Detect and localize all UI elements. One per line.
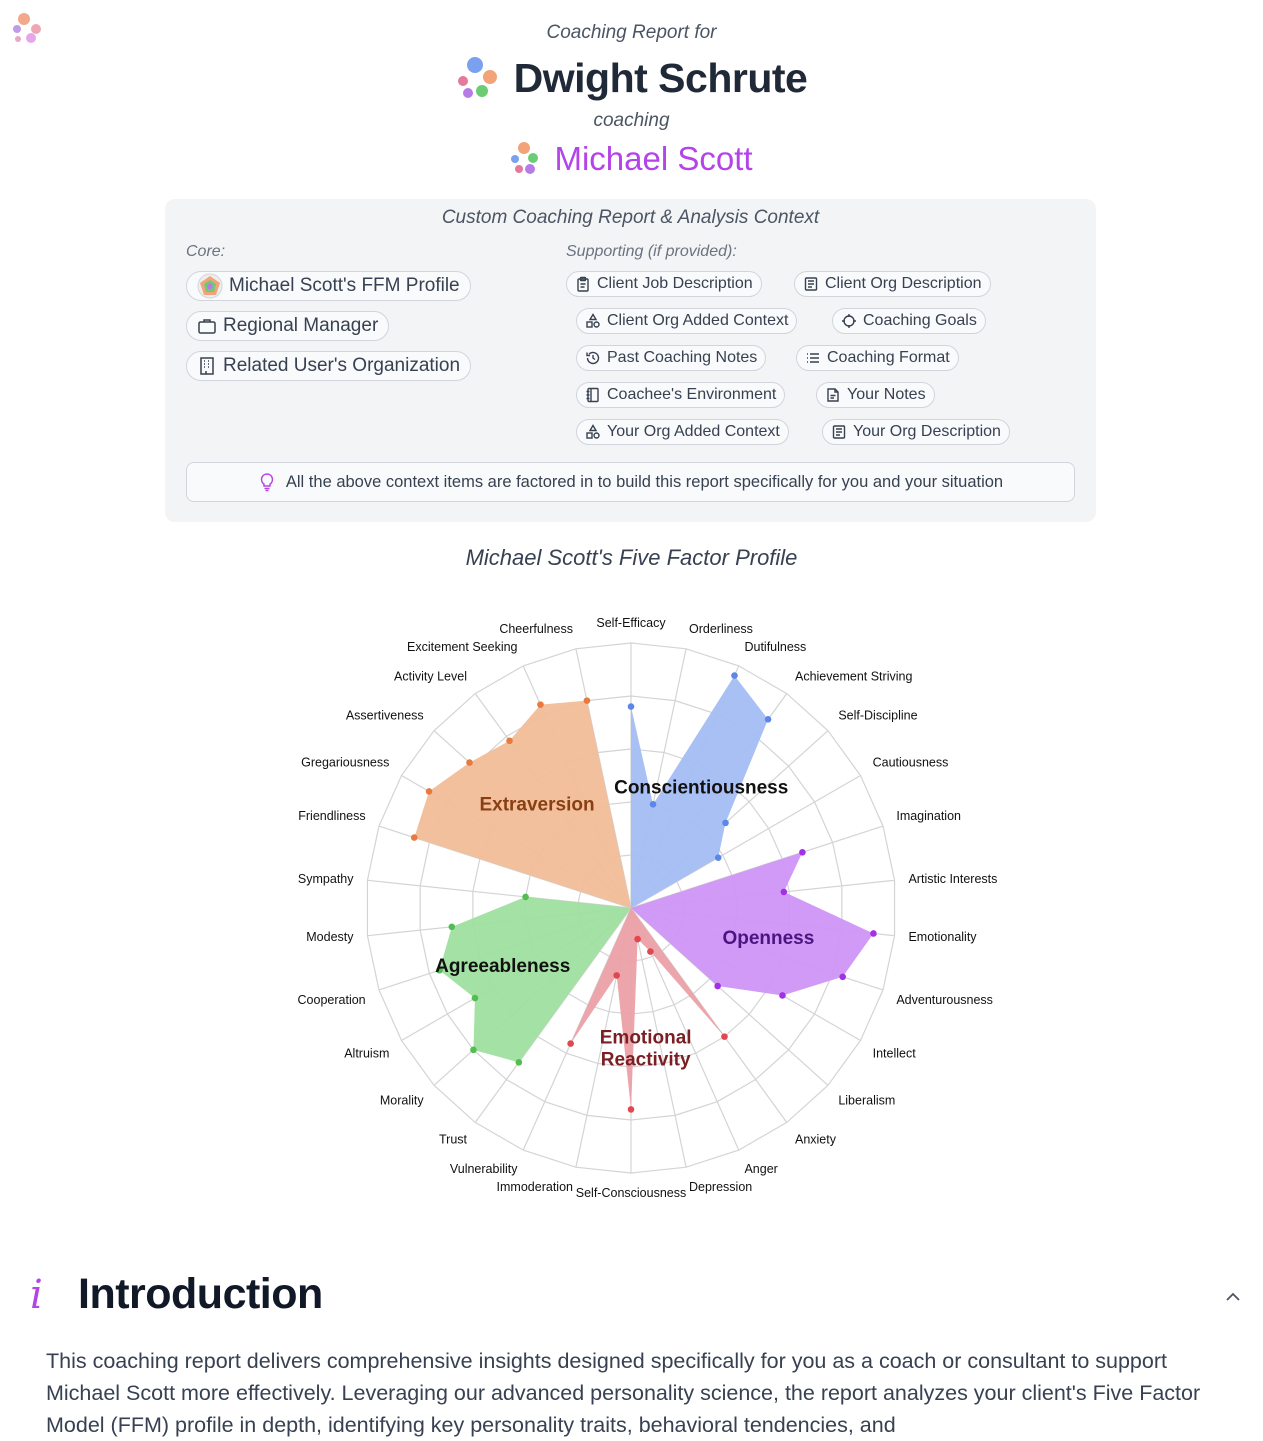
radar-data-point: [799, 849, 806, 856]
supporting-item-coaching-goals[interactable]: [832, 308, 986, 334]
radar-facet-label: Adventurousness: [896, 993, 993, 1008]
core-item-ffm-profile[interactable]: [186, 271, 471, 301]
radar-facet-label: Depression: [689, 1179, 753, 1194]
radar-facet-label: Liberalism: [838, 1093, 896, 1108]
radar-data-point: [650, 801, 657, 808]
radar-facet-label: Trust: [438, 1132, 468, 1147]
document-icon: [803, 276, 819, 292]
radar-facet-label: Self-Discipline: [838, 708, 918, 723]
radar-series-label: Conscientiousness: [614, 777, 789, 799]
coach-avatar-icon: [456, 56, 500, 100]
radar-data-point: [522, 894, 529, 901]
radar-chart-title: Michael Scott's Five Factor Profile: [465, 545, 798, 570]
clipboard-icon: [575, 276, 591, 292]
introduction-text: This coaching report delivers comprehensive insights designed specifically for you as a coach or consultant to support Michael Scott more effectively. Leveraging our advanced personality science, the report analyzes your client's Five Factor Model (FFM) profile in depth, identifying key personality traits, behavioral tendencies, and: [46, 1349, 1201, 1437]
radar-facet-label: Self-Consciousness: [575, 1186, 687, 1200]
context-note: [186, 462, 1075, 502]
radar-data-point: [721, 1033, 728, 1040]
supporting-item-label: Client Org Description: [825, 275, 982, 292]
radar-data-point: [731, 672, 738, 679]
radar-facet-label: Self-Efficacy: [596, 616, 666, 630]
radar-data-point: [466, 759, 473, 766]
supporting-item-your-org-description[interactable]: [822, 419, 1010, 445]
shapes-icon: [585, 424, 601, 440]
report-header: [0, 20, 1263, 182]
shapes-icon: [585, 313, 601, 329]
radar-data-point: [781, 889, 788, 896]
radar-series-label: Emotional: [599, 1027, 692, 1049]
radar-facet-label: Activity Level: [394, 669, 468, 684]
radar-data-point: [779, 992, 786, 999]
coach-name: Dwight Schrute: [513, 54, 808, 101]
radar-data-point: [714, 983, 721, 990]
radar-facet-label: Anxiety: [794, 1132, 836, 1147]
radar-data-point: [634, 936, 641, 943]
radar-data-point: [839, 973, 846, 980]
supporting-item-label: Your Org Description: [853, 423, 1001, 440]
list-icon: [805, 350, 821, 366]
radar-data-point: [647, 948, 654, 955]
radar-facet-label: Achievement Striving: [794, 669, 913, 684]
radar-series-label: Extraversion: [479, 794, 595, 816]
supporting-item-coachee-environment[interactable]: [576, 382, 785, 408]
radar-data-point: [470, 1047, 477, 1054]
supporting-item-label: Coaching Goals: [863, 312, 977, 329]
radar-facet-label: Intellect: [872, 1046, 916, 1061]
radar-data-point: [628, 703, 635, 710]
supporting-item-client-job-description[interactable]: [566, 271, 762, 297]
radar-facet-label: Assertiveness: [345, 708, 424, 723]
radar-series-label: Agreeableness: [435, 956, 571, 978]
collapse-chevron-up-icon[interactable]: [1222, 1286, 1244, 1308]
client-avatar-icon: [510, 142, 542, 176]
radar-facet-label: Excitement Seeking: [407, 640, 518, 655]
radar-facet-label: Dutifulness: [744, 640, 807, 655]
supporting-item-coaching-format[interactable]: [796, 345, 959, 371]
core-item-label: Michael Scott's FFM Profile: [229, 275, 460, 296]
coaching-word: coaching: [593, 110, 670, 131]
radar-data-point: [506, 737, 513, 744]
radar-facet-label: Orderliness: [689, 622, 753, 637]
lightbulb-icon: [258, 472, 276, 492]
supporting-item-label: Your Org Added Context: [607, 423, 780, 440]
radar-data-point: [765, 716, 772, 723]
client-name[interactable]: Michael Scott: [554, 140, 753, 177]
radar-data-point: [426, 788, 433, 795]
radar-facet-label: Altruism: [344, 1046, 390, 1061]
radar-facet-label: Modesty: [306, 930, 354, 945]
radar-facet-label: Morality: [379, 1093, 424, 1108]
radar-data-point: [722, 820, 729, 827]
radar-data-point: [715, 854, 722, 861]
radar-series-label: Reactivity: [600, 1049, 691, 1071]
supporting-item-label: Your Notes: [847, 386, 926, 403]
radar-facet-label: Cautiousness: [872, 755, 949, 770]
context-note-text: All the above context items are factored in to build this report specifically for you and your situation: [285, 472, 1004, 491]
supporting-label: Supporting (if provided):: [566, 243, 737, 260]
supporting-item-your-org-added-context[interactable]: [576, 419, 789, 445]
radar-data-point: [411, 834, 418, 841]
supporting-item-label: Coaching Format: [827, 349, 950, 366]
radar-facet-label: Emotionality: [908, 930, 977, 945]
supporting-item-client-org-description[interactable]: [794, 271, 991, 297]
radar-facet-label: Gregariousness: [301, 755, 390, 770]
core-label: Core:: [186, 243, 226, 260]
radar-series-label: Openness: [722, 928, 815, 950]
notebook-icon: [585, 387, 601, 403]
note-icon: [825, 387, 841, 403]
radar-facet-label: Anger: [744, 1161, 778, 1176]
target-icon: [841, 313, 857, 329]
ffm-profile-icon: [197, 273, 223, 299]
history-icon: [585, 350, 601, 366]
radar-data-point: [584, 697, 591, 704]
radar-facet-label: Immoderation: [496, 1179, 573, 1194]
document-icon: [831, 424, 847, 440]
core-item-label: Related User's Organization: [223, 355, 461, 376]
supporting-item-label: Past Coaching Notes: [607, 349, 758, 366]
report-context-panel: [165, 199, 1096, 522]
briefcase-icon: [197, 316, 217, 336]
radar-data-point: [613, 972, 620, 979]
radar-data-point: [628, 1106, 635, 1113]
introduction-heading: Introduction: [78, 1270, 323, 1318]
radar-facet-label: Cheerfulness: [499, 622, 573, 637]
radar-facet-label: Imagination: [896, 808, 961, 823]
radar-data-point: [448, 924, 455, 931]
radar-facet-label: Cooperation: [297, 993, 366, 1008]
radar-data-point: [516, 1059, 523, 1066]
radar-data-point: [870, 930, 877, 937]
supporting-item-label: Client Job Description: [597, 275, 753, 292]
supporting-item-client-org-added-context[interactable]: [576, 308, 797, 334]
context-title: Custom Coaching Report & Analysis Context: [441, 207, 820, 228]
info-icon: i: [30, 1272, 43, 1318]
supporting-item-your-notes[interactable]: [816, 382, 935, 408]
radar-facet-label: Artistic Interests: [908, 871, 998, 886]
core-item-job-title[interactable]: [186, 311, 389, 341]
radar-data-point: [567, 1040, 574, 1047]
radar-facet-label: Vulnerability: [449, 1161, 518, 1176]
supporting-item-label: Coachee's Environment: [607, 386, 777, 403]
radar-data-point: [537, 701, 544, 708]
radar-facet-label: Friendliness: [298, 808, 366, 823]
supporting-item-past-coaching-notes[interactable]: [576, 345, 766, 371]
core-item-organization[interactable]: [186, 351, 471, 381]
core-item-label: Regional Manager: [223, 315, 379, 336]
building-icon: [197, 356, 217, 376]
radar-facet-label: Sympathy: [297, 871, 354, 886]
radar-data-point: [472, 995, 479, 1002]
report-pre-title: Coaching Report for: [546, 22, 717, 43]
supporting-item-label: Client Org Added Context: [607, 312, 789, 329]
five-factor-radar-chart: [0, 580, 1263, 1230]
